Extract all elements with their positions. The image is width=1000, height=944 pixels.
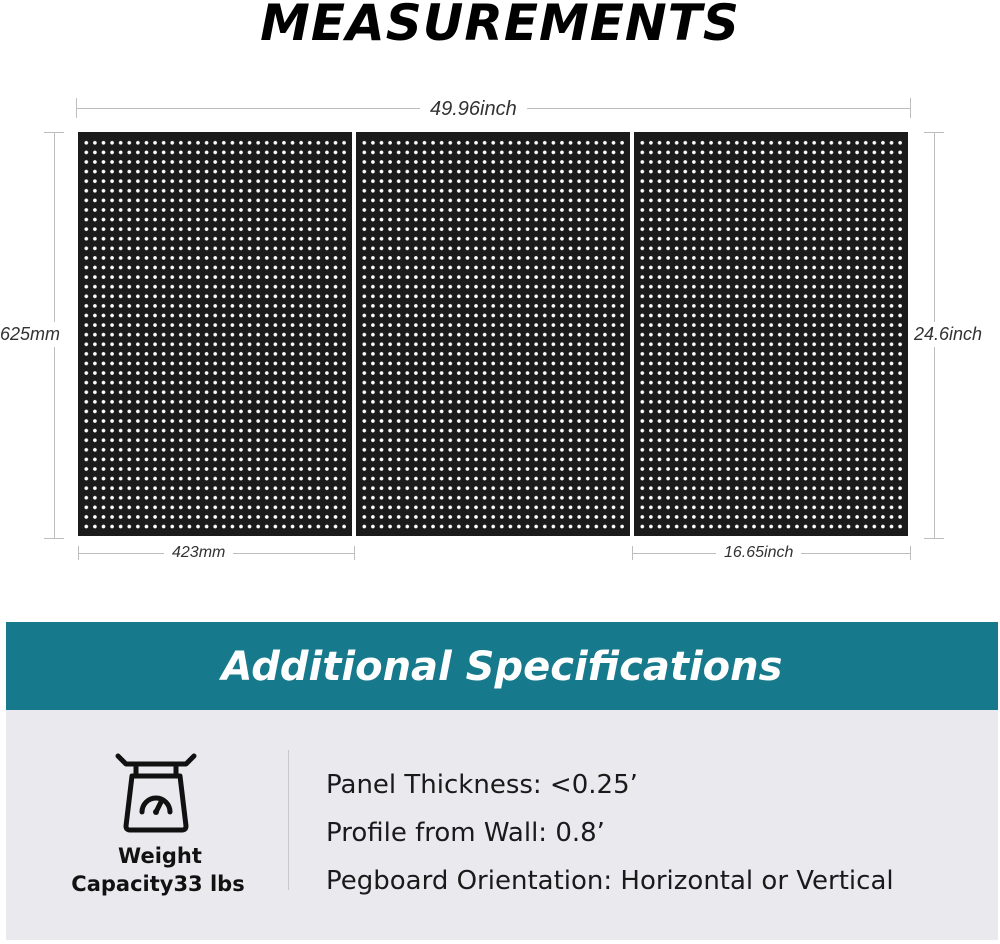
- pegboard-panel-center: [356, 132, 630, 536]
- spec-orientation: Pegboard Orientation: Horizontal or Vertical: [326, 866, 894, 896]
- banner-title: Additional Specifications: [221, 644, 783, 690]
- weight-label-line1: Weight: [118, 844, 202, 868]
- height-mm-label: 625mm: [0, 322, 60, 347]
- pegboard-panel-left: [78, 132, 352, 536]
- panel-width-tick-rr: [910, 546, 911, 560]
- total-width-label: 49.96inch: [420, 98, 527, 121]
- total-width-tick-right: [910, 98, 911, 118]
- height-tick-left-top: [44, 132, 64, 133]
- height-tick-right-top: [924, 132, 944, 133]
- spec-divider: [288, 750, 289, 890]
- page-title: MEASUREMENTS: [260, 0, 740, 52]
- specifications-banner: [6, 622, 998, 710]
- panel-width-tick-rl: [632, 546, 633, 560]
- panel-width-tick-lr: [354, 546, 355, 560]
- spec-panel-thickness: Panel Thickness: <0.25’: [326, 770, 638, 800]
- height-tick-left-bottom: [44, 538, 64, 539]
- spec-profile-from-wall: Profile from Wall: 0.8’: [326, 818, 605, 848]
- panel-width-tick-ll: [78, 546, 79, 560]
- total-width-tick-left: [76, 98, 77, 118]
- panel-width-mm-label: 423mm: [164, 544, 233, 562]
- panel-width-inch-label: 16.65inch: [716, 544, 801, 562]
- weight-label-line2: Capacity33 lbs: [71, 872, 245, 896]
- pegboard-panel-right: [634, 132, 908, 536]
- height-inch-label: 24.6inch: [914, 322, 982, 347]
- scale-icon: [114, 750, 198, 834]
- height-tick-right-bottom: [924, 538, 944, 539]
